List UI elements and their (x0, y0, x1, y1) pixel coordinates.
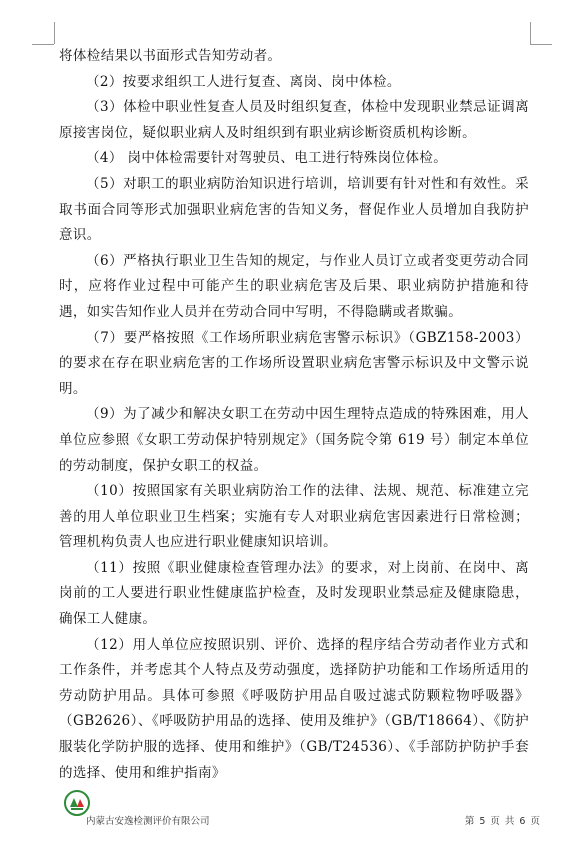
paragraph: （4） 岗中体检需要针对驾驶员、电工进行特殊岗位体检。 (86, 150, 448, 167)
paragraph: （12）用人单位应按照识别、评价、选择的程序结合劳动者作业方式和工作条件，并考虑其个人特点及劳动强度，选择防护功能和工作场所适用的劳动防护用品。具体可参照《呼吸防护用品自吸过滤式防颗粒物呼吸器》（GB2626）、《呼吸防护用品的选择、使用及维护》（GB/T18664）、《防护服装化学防护服的选择、使用和维护》（GB/T24536）、《手部防护防护手套的选择、使用和维护指南》 (59, 636, 529, 781)
paragraph: （3）体检中职业性复查人员及时组织复查，体检中发现职业禁忌证调离原接害岗位，疑似职业病人及时组织到有职业病诊断资质机构诊断。 (59, 99, 529, 141)
paragraph: 将体检结果以书面形式告知劳动者。 (59, 48, 282, 64)
footer-page-number: 第 5 页 共 6 页 (464, 816, 541, 827)
crop-mark-top-left-v (54, 22, 55, 44)
paragraph: （2）按要求组织工人进行复查、离岗、岗中体检。 (86, 73, 401, 90)
paragraph: （10）按照国家有关职业病防治工作的法律、法规、规范、标准建立完善的用人单位职业卫生档案；实施有专人对职业病危害因素进行日常检测；管理机构负责人也应进行职业健康知识培训。 (59, 483, 529, 551)
crop-mark-top-right-h (530, 44, 552, 45)
paragraph: （9）为了减少和解决女职工在劳动中因生理特点造成的特殊困难，用人单位应参照《女职工劳动保护特别规定》（国务院令第 619 号）制定本单位的劳动制度，保护女职工的权益。 (59, 406, 529, 474)
crop-mark-top-right-v (530, 22, 531, 44)
paragraph: （7）要严格按照《工作场所职业病危害警示标识》（GBZ158-2003）的要求在存在职业病危害的工作场所设置职业病危害警示标识及中文警示说明。 (59, 329, 529, 397)
paragraph: （6）严格执行职业卫生告知的规定，与作业人员订立或者变更劳动合同时，应将作业过程中可能产生的职业病危害及后果、职业病防护措施和待遇，如实告知作业人员并在劳动合同中写明，不得隐瞒或者欺骗。 (59, 252, 529, 320)
paragraph: （11）按照《职业健康检查管理办法》的要求，对上岗前、在岗中、离岗前的工人要进行职业性健康监护检查，及时发现职业禁忌症及健康隐患，确保工人健康。 (59, 559, 529, 628)
crop-mark-top-left-h (32, 44, 54, 45)
paragraph: （5）对职工的职业病防治知识进行培训，培训要有针对性和有效性。采取书面合同等形式加强职业病危害的告知义务，督促作业人员增加自我防护意识。 (59, 175, 529, 244)
footer-company-name: 内蒙古安逸检测评价有限公司 (86, 816, 210, 827)
document-body (59, 44, 529, 786)
